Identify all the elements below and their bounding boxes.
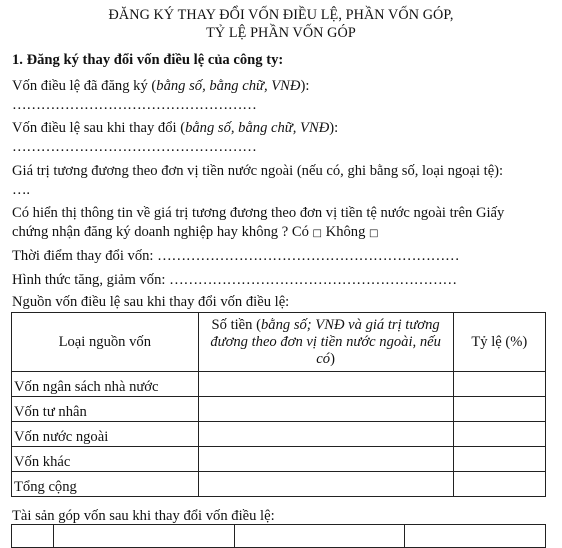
header-ratio: Tỷ lệ (%)	[453, 313, 545, 372]
capital-after-dots[interactable]: ……………………………………………	[12, 139, 257, 155]
no-checkbox[interactable]: □	[369, 228, 379, 239]
display-info-line2: chứng nhận đăng ký doanh nghiệp hay không ? Có □ Không □	[12, 224, 379, 240]
foreign-equivalent-label: Giá trị tương đương theo đơn vị tiền nước ngoài (nếu có, ghi bằng số, loại ngoại tệ):	[12, 163, 504, 179]
amount-cell[interactable]	[198, 372, 453, 397]
document-title-line2: TỶ LỆ PHẦN VỐN GÓP	[206, 25, 356, 41]
table-header-row	[12, 313, 546, 372]
table-row: Tổng cộng	[12, 472, 546, 497]
header-type: Loại nguồn vốn	[12, 313, 199, 372]
registered-capital-label: Vốn điều lệ đã đăng ký (bằng số, bằng chữ, VNĐ):	[12, 78, 310, 94]
table-row: Vốn ngân sách nhà nước	[12, 372, 546, 397]
change-form-field: Hình thức tăng, giảm vốn: ……………………………………………………	[12, 272, 457, 288]
amount-cell[interactable]	[198, 397, 453, 422]
capital-source-heading: Nguồn vốn điều lệ sau khi thay đổi vốn điều lệ:	[12, 294, 290, 310]
table-row	[12, 525, 546, 548]
document-title-line1: ĐĂNG KÝ THAY ĐỔI VỐN ĐIỀU LỆ, PHẦN VỐN GÓP,	[108, 7, 454, 23]
table-row: Vốn khác	[12, 447, 546, 472]
change-time-field: Thời điểm thay đổi vốn: ………………………………………………………	[12, 248, 460, 264]
foreign-equivalent-dots[interactable]: ….	[12, 182, 30, 198]
header-amount: Số tiền (bằng số; VNĐ và giá trị tương đương theo đơn vị tiền nước ngoài, nếu có)	[198, 313, 453, 372]
change-form-dots[interactable]: ……………………………………………………	[169, 272, 457, 288]
capital-after-label: Vốn điều lệ sau khi thay đổi (bằng số, bằng chữ, VNĐ):	[12, 120, 339, 136]
ratio-cell[interactable]	[453, 447, 545, 472]
change-time-dots[interactable]: ………………………………………………………	[157, 248, 460, 264]
table-row: Vốn tư nhân	[12, 397, 546, 422]
display-info-line1: Có hiển thị thông tin về giá trị tương đương theo đơn vị tiền tệ nước ngoài trên Giấy	[12, 205, 505, 221]
ratio-cell[interactable]	[453, 397, 545, 422]
capital-source-table	[11, 312, 546, 497]
ratio-cell[interactable]	[453, 472, 545, 497]
section1-heading: 1. Đăng ký thay đổi vốn điều lệ của công ty:	[12, 52, 284, 68]
amount-cell[interactable]	[198, 422, 453, 447]
assets-heading: Tài sản góp vốn sau khi thay đổi vốn điều lệ:	[12, 508, 275, 524]
assets-table	[11, 524, 546, 548]
table-row: Vốn nước ngoài	[12, 422, 546, 447]
yes-checkbox[interactable]: □	[312, 228, 322, 239]
ratio-cell[interactable]	[453, 372, 545, 397]
registered-capital-dots[interactable]: ……………………………………………	[12, 97, 257, 113]
amount-cell[interactable]	[198, 447, 453, 472]
ratio-cell[interactable]	[453, 422, 545, 447]
amount-cell[interactable]	[198, 472, 453, 497]
